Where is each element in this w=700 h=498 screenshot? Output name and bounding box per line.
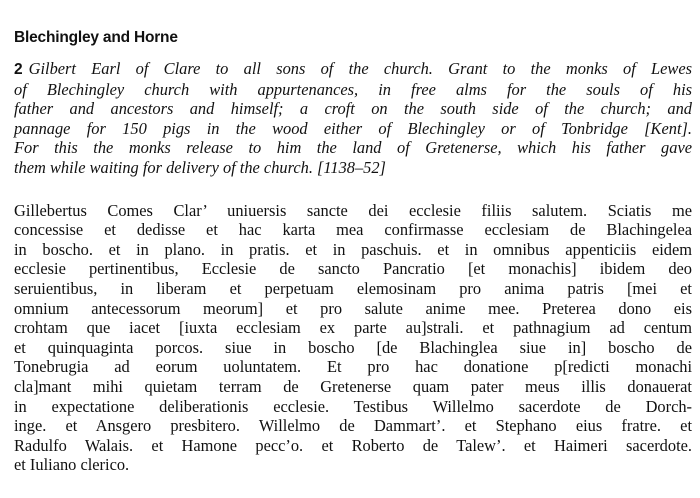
document-page	[14, 28, 692, 475]
entry-number: 2	[14, 61, 23, 78]
charter-line: omnium antecessorum meorum] et pro salute anime mee. Preterea dono eis	[14, 298, 692, 318]
charter-line: Tonebrugia ad eorum uoluntatem. Et pro hac donatione p[redicti monachi	[14, 357, 692, 377]
section-heading: Blechingley and Horne	[14, 29, 178, 46]
entry-summary	[14, 59, 692, 178]
summary-line: 2 Gilbert Earl of Clare to all sons of the church. Grant to the monks of Lewes	[14, 59, 692, 78]
charter-line: in expectatione deliberationis ecclesie. Testibus Willelmo sacerdote de Dorch-	[14, 396, 692, 416]
summary-line: For this the monks release to him the land of Gretenerse, which his father gave	[14, 138, 692, 158]
charter-line: Gillebertus Comes Clar’ uniuersis sancte dei ecclesie filiis salutem. Sciatis me	[14, 200, 692, 220]
charter-line: ecclesie pertinentibus, Ecclesie de sancto Pancratio [et monachis] ibidem deo	[14, 259, 692, 279]
charter-line: cla]mant mihi quietam terram de Gretenerse quam pater meus illis donauerat	[14, 376, 692, 396]
summary-line: of Blechingley church with appurtenances, in free alms for the souls of his	[14, 79, 692, 99]
charter-line: et Iuliano clerico.	[14, 455, 130, 475]
summary-line: them while waiting for delivery of the church. [1138–52]	[14, 157, 386, 177]
charter-line: Radulfo Walais. et Hamone pecc’o. et Roberto de Talew’. et Haimeri sacerdote.	[14, 435, 692, 455]
charter-line: in boscho. et in plano. in pratis. et in paschuis. et in omnibus appenticiis eidem	[14, 239, 692, 259]
charter-line: inge. et Ansgero presbitero. Willelmo de Dammart’. et Stephano eius fratre. et	[14, 416, 692, 436]
summary-line: pannage for 150 pigs in the wood either of Blechingley or of Tonbridge [Kent].	[14, 118, 692, 138]
summary-line: father and ancestors and himself; a croft on the south side of the church; and	[14, 99, 692, 119]
charter-line: seruientibus, in liberam et perpetuam elemosinam pro anima patris [mei et	[14, 278, 692, 298]
charter-line: concessise et dedisse et hac karta mea confirmasse ecclesiam de Blachingelea	[14, 220, 692, 240]
charter-text	[14, 201, 692, 475]
charter-line: et quinquaginta porcos. siue in boscho [de Blachinglea siue in] boscho de	[14, 337, 692, 357]
charter-line: crohtam que iacet [iuxta ecclesiam ex parte au]strali. et pathnagium ad centum	[14, 318, 692, 338]
